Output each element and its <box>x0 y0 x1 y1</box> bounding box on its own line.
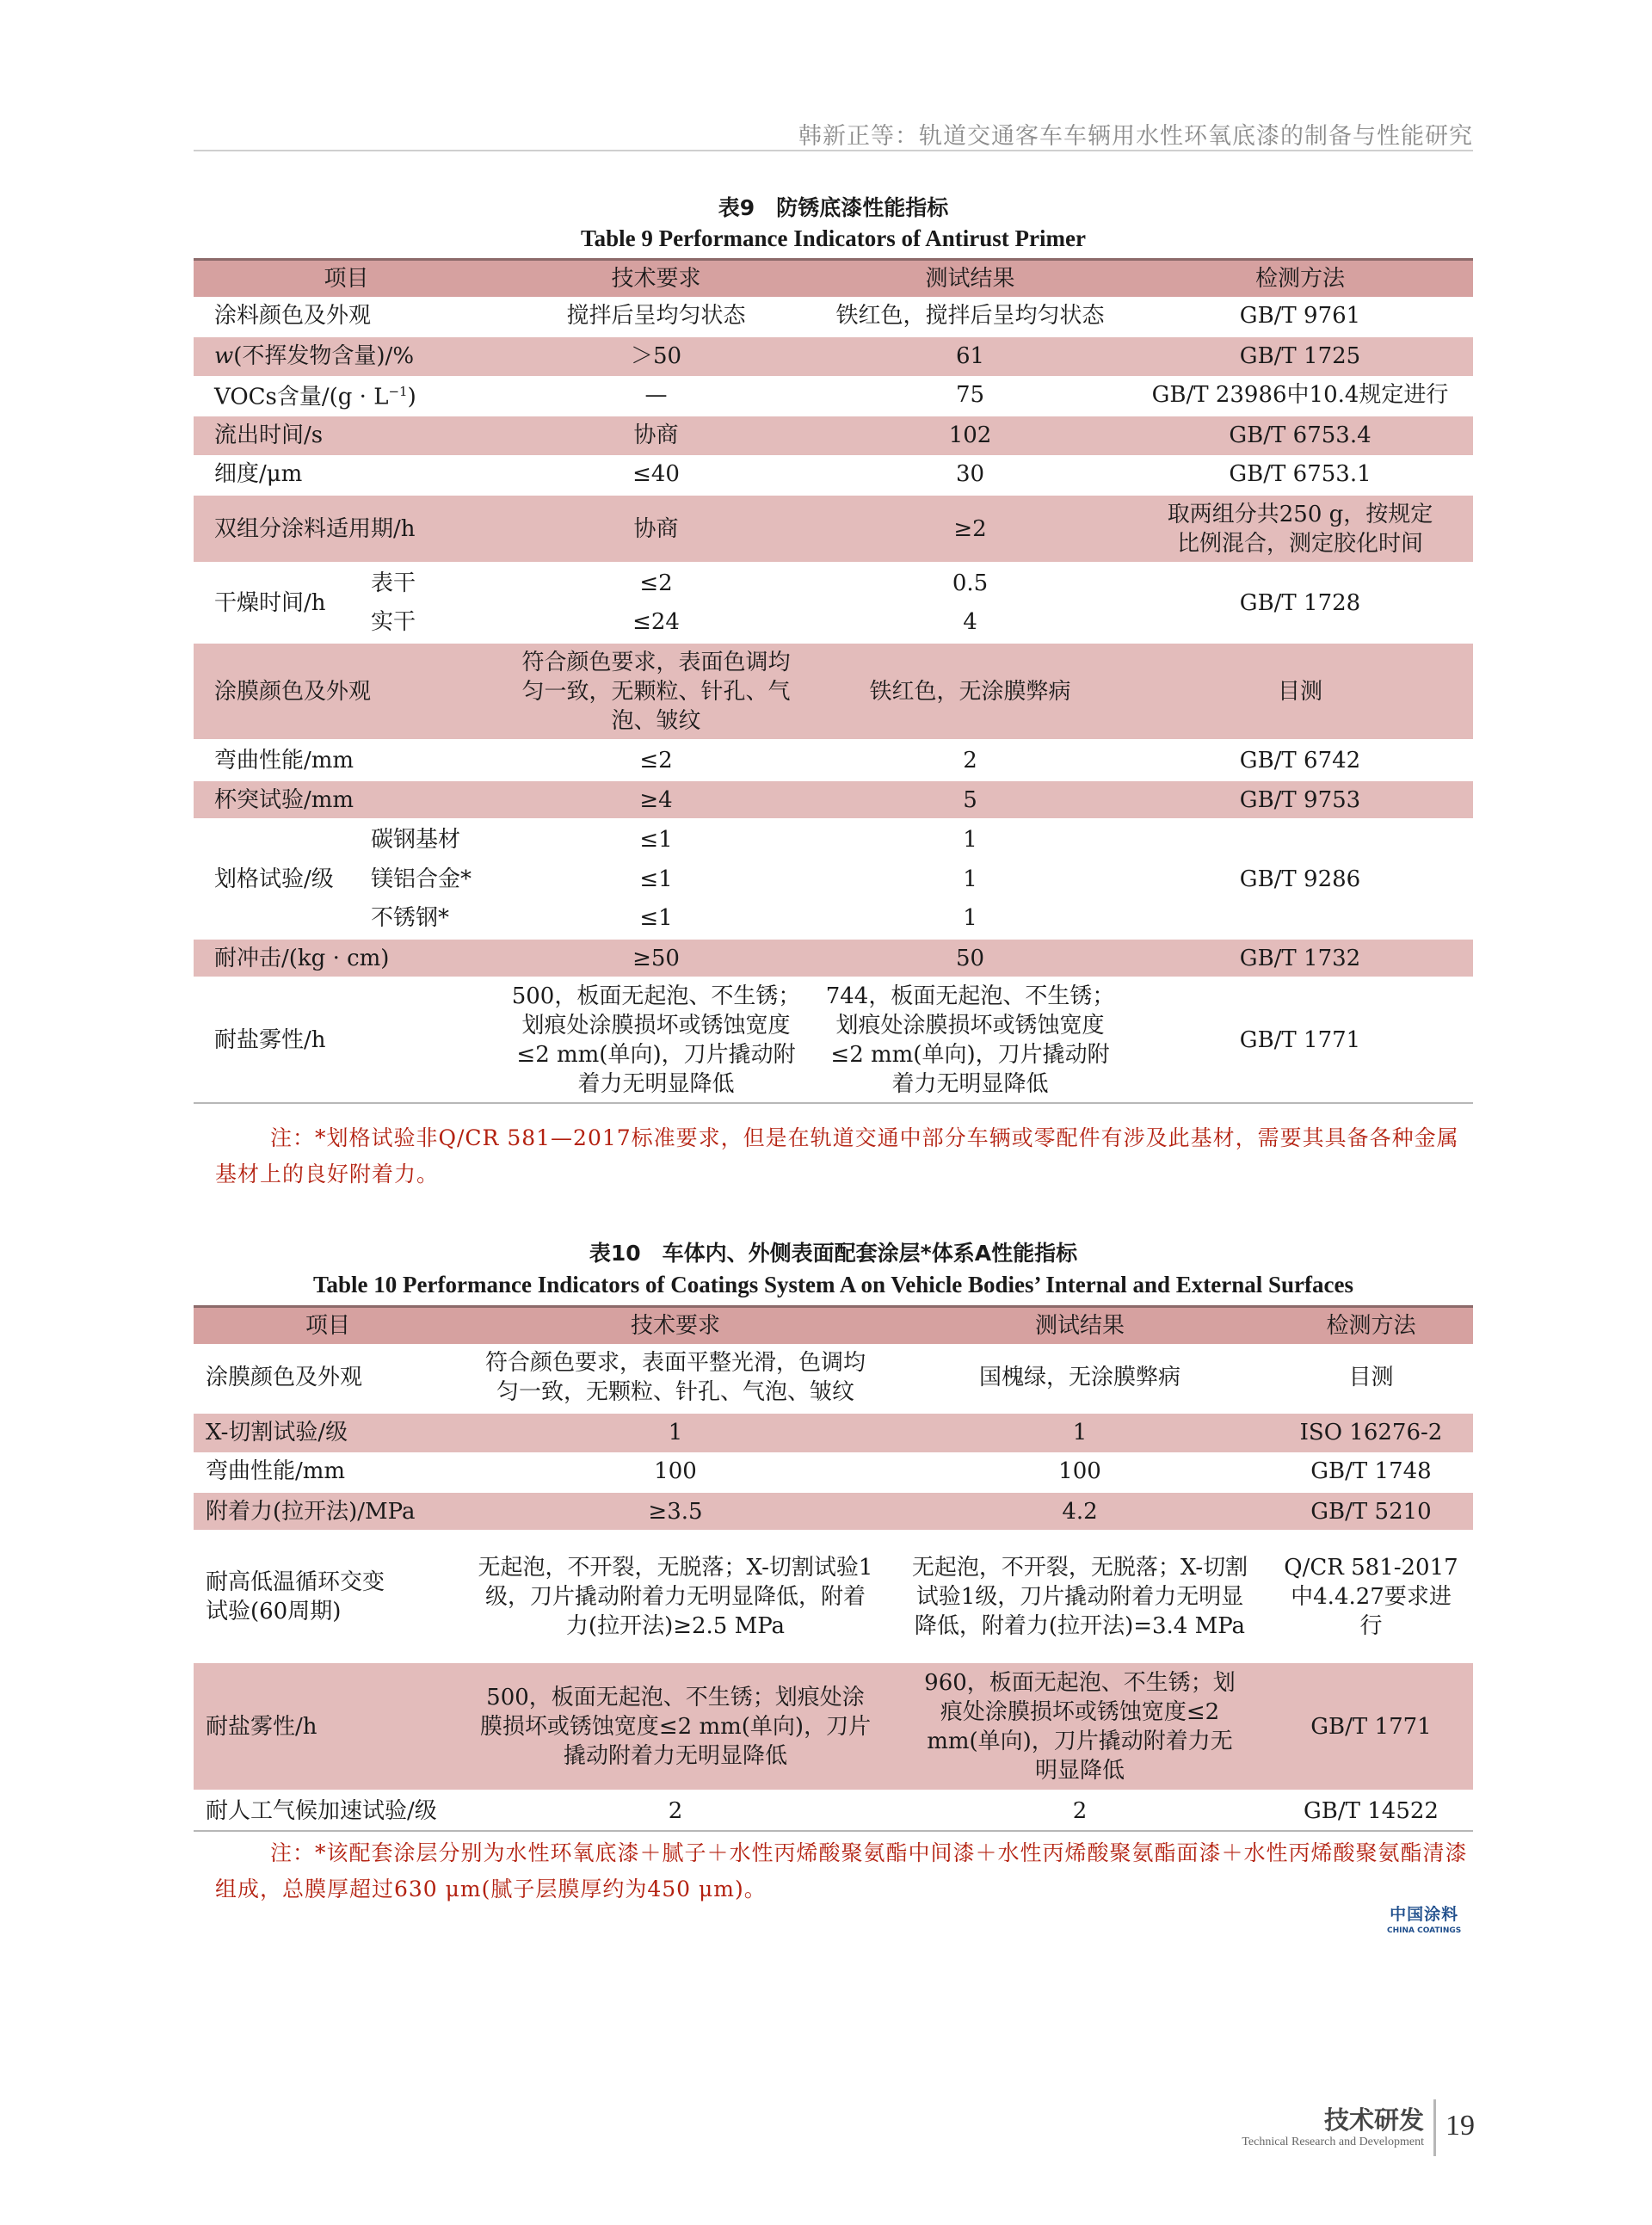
row-requirement: 协商 <box>499 416 813 455</box>
table-header-row <box>194 260 1473 297</box>
row-method: GB/T 1725 <box>1127 336 1473 376</box>
table-row <box>194 939 1473 978</box>
header-item: 项目 <box>194 1307 460 1344</box>
footer-divider <box>1433 2099 1436 2156</box>
row-requirement: ≥3.5 <box>460 1492 891 1532</box>
row-item: 耐高低温循环交变试验(60周期) <box>194 1532 460 1662</box>
table-row <box>194 1344 1473 1413</box>
table9-note <box>215 1120 1473 1193</box>
running-head: 韩新正等：轨道交通客车车辆用水性环氧底漆的制备与性能研究 <box>798 123 1473 150</box>
row-subitem: 镁铝合金* <box>371 866 472 892</box>
table-row <box>194 1791 1473 1831</box>
row-requirement: ≥50 <box>499 939 813 978</box>
table-row <box>194 495 1473 564</box>
row-item: 双组分涂料适用期/h <box>194 495 499 564</box>
row-result: 2 <box>891 1791 1269 1831</box>
row-item-text: VOCs含量/(g · L <box>214 385 389 411</box>
row-requirement: 500，板面无起泡、不生锈；划痕处涂膜损坏或锈蚀宽度≤2 mm(单向)，刀片撬动附着力无明显降低 <box>499 978 813 1103</box>
row-method: GB/T 6742 <box>1127 741 1473 780</box>
row-result: 1 <box>813 820 1127 860</box>
table-header-row <box>194 1307 1473 1344</box>
row-requirement: ≤2 <box>499 741 813 780</box>
row-result: 铁红色，搅拌后呈均匀状态 <box>835 302 1105 329</box>
row-item: 弯曲性能/mm <box>206 1458 346 1484</box>
table9-note-text: 注：*划格试验非Q/CR 581—2017标准要求，但是在轨道交通中部分车辆或零配件有涉及此基材，需要其具备各种金属基材上的良好附着力。 <box>215 1125 1459 1186</box>
row-item: X-切割试验/级 <box>194 1413 460 1452</box>
row-method: GB/T 1771 <box>1269 1662 1473 1791</box>
row-item-text: (不挥发物含量)/% <box>233 343 415 370</box>
row-requirement: ≤2 <box>499 564 813 603</box>
row-item: 涂料颜色及外观 <box>214 302 372 329</box>
row-requirement: ＞50 <box>499 336 813 376</box>
row-method: GB/T 1748 <box>1310 1458 1432 1484</box>
row-requirement: 1 <box>460 1413 891 1452</box>
row-item <box>194 336 499 376</box>
table-row <box>194 643 1473 741</box>
row-result: 744，板面无起泡、不生锈；划痕处涂膜损坏或锈蚀宽度≤2 mm(单向)，刀片撬动附着力无明显降低 <box>813 978 1127 1103</box>
row-requirement: ≤40 <box>632 460 680 487</box>
row-method: 目测 <box>1127 643 1473 741</box>
table-row <box>194 741 1473 780</box>
china-coatings-logo <box>1387 1901 1461 1935</box>
row-method: GB/T 1728 <box>1127 564 1473 643</box>
row-method: GB/T 9286 <box>1127 820 1473 939</box>
table-row <box>194 455 1473 495</box>
row-result: 61 <box>813 336 1127 376</box>
table-row <box>194 978 1473 1103</box>
table-row <box>194 336 1473 376</box>
row-result: 0.5 <box>813 564 1127 603</box>
row-subitem: 表干 <box>366 564 499 603</box>
logo-text-en: CHINA COATINGS <box>1387 1926 1462 1935</box>
table-row <box>194 1492 1473 1532</box>
row-result: ≥2 <box>813 495 1127 564</box>
footer-section-cn: 技术研发 <box>1323 2105 1424 2135</box>
row-result: 30 <box>955 460 985 487</box>
row-method: GB/T 6753.1 <box>1229 460 1372 487</box>
row-result: 无起泡，不开裂，无脱落；X-切割试验1级，刀片撬动附着力无明显降低，附着力(拉开法)=3.4 MPa <box>891 1532 1269 1662</box>
row-result: 1 <box>963 866 977 892</box>
row-requirement: 协商 <box>499 495 813 564</box>
row-subitem: 不锈钢* <box>371 904 450 931</box>
row-item: 涂膜颜色及外观 <box>206 1364 363 1390</box>
row-method: ISO 16276-2 <box>1269 1413 1473 1452</box>
row-result: 102 <box>813 416 1127 455</box>
table-row <box>194 564 1473 603</box>
table-row <box>194 820 1473 860</box>
table-row <box>194 1413 1473 1452</box>
row-item: 耐盐雾性/h <box>194 978 499 1103</box>
row-item: 耐冲击/(kg · cm) <box>194 939 499 978</box>
row-subitem: 碳钢基材 <box>366 820 499 860</box>
row-requirement: 500，板面无起泡、不生锈；划痕处涂膜损坏或锈蚀宽度≤2 mm(单向)，刀片撬动附着力无明显降低 <box>460 1662 891 1791</box>
table-row <box>194 376 1473 416</box>
row-requirement: 符合颜色要求，表面色调均匀一致，无颗粒、针孔、气泡、皱纹 <box>499 643 813 741</box>
row-method: GB/T 1771 <box>1127 978 1473 1103</box>
header-requirement: 技术要求 <box>460 1307 891 1344</box>
row-result: 960，板面无起泡、不生锈；划痕处涂膜损坏或锈蚀宽度≤2 mm(单向)，刀片撬动附着力无明显降低 <box>891 1662 1269 1791</box>
row-method: GB/T 1732 <box>1127 939 1473 978</box>
footer-section-en: Technical Research and Development <box>1242 2136 1424 2148</box>
row-item: 耐盐雾性/h <box>194 1662 460 1791</box>
row-item: 杯突试验/mm <box>194 780 499 820</box>
row-method: 取两组分共250 g，按规定比例混合，测定胶化时间 <box>1127 495 1473 564</box>
table-row <box>194 780 1473 820</box>
header-rule <box>194 150 1473 151</box>
table-row <box>194 297 1473 336</box>
table9-body <box>194 258 1473 1104</box>
row-item: 耐人工气候加速试验/级 <box>194 1791 460 1831</box>
row-item: 干燥时间/h <box>194 564 366 643</box>
row-requirement: ≤24 <box>632 608 680 635</box>
row-item <box>194 376 499 416</box>
row-requirement: 搅拌后呈均匀状态 <box>566 302 746 329</box>
row-method: GB/T 5210 <box>1269 1492 1473 1532</box>
table10-caption-en: Table 10 Performance Indicators of Coatings System A on Vehicle Bodies’ Internal and External Surfaces <box>313 1272 1353 1297</box>
row-subitem: 实干 <box>371 608 416 635</box>
row-requirement: ≤1 <box>499 820 813 860</box>
row-item: 附着力(拉开法)/MPa <box>194 1492 460 1532</box>
row-item-sup: −1 <box>388 384 408 400</box>
row-method: GB/T 23986中10.4规定进行 <box>1151 381 1449 408</box>
row-result: 国槐绿，无涂膜弊病 <box>978 1364 1180 1390</box>
table9-caption-cn: 表9 防锈底漆性能指标 <box>718 195 949 220</box>
table-row <box>194 1532 1473 1662</box>
row-item-var: w <box>214 343 234 370</box>
row-requirement: 2 <box>460 1791 891 1831</box>
table10-note-text: 注：*该配套涂层分别为水性环氧底漆＋腻子＋水性丙烯酸聚氨酯中间漆＋水性丙烯酸聚氨酯面漆＋水性丙烯酸聚氨酯清漆组成，总膜厚超过630 μm(腻子层膜厚约为450 μm)。 <box>215 1840 1468 1901</box>
row-requirement: 100 <box>654 1458 697 1484</box>
row-result: 1 <box>891 1413 1269 1452</box>
header-method: 检测方法 <box>1269 1307 1473 1344</box>
row-requirement: ≥4 <box>499 780 813 820</box>
row-method: Q/CR 581-2017中4.4.27要求进行 <box>1269 1532 1473 1662</box>
row-requirement: 符合颜色要求，表面平整光滑，色调均匀一致，无颗粒、针孔、气泡、皱纹 <box>484 1349 866 1405</box>
header-result: 测试结果 <box>813 260 1127 297</box>
row-method: GB/T 6753.4 <box>1127 416 1473 455</box>
row-method: GB/T 14522 <box>1269 1791 1473 1831</box>
row-item-end: ) <box>407 385 416 411</box>
row-result: 铁红色，无涂膜弊病 <box>813 643 1127 741</box>
row-requirement: — <box>644 381 668 408</box>
row-method: GB/T 9761 <box>1239 302 1361 329</box>
row-item: 细度/μm <box>214 460 303 487</box>
row-item: 弯曲性能/mm <box>194 741 499 780</box>
header-requirement: 技术要求 <box>499 260 813 297</box>
table10-note <box>215 1835 1473 1908</box>
header-result: 测试结果 <box>891 1307 1269 1344</box>
table-row <box>194 1452 1473 1492</box>
row-result: 5 <box>813 780 1127 820</box>
row-result: 4.2 <box>891 1492 1269 1532</box>
row-result: 50 <box>813 939 1127 978</box>
table10 <box>194 1305 1473 1832</box>
header-item: 项目 <box>194 260 499 297</box>
table-row <box>194 416 1473 455</box>
row-result: 75 <box>955 381 985 408</box>
header-method: 检测方法 <box>1127 260 1473 297</box>
page-number: 19 <box>1446 2110 1475 2142</box>
row-requirement: ≤1 <box>639 866 673 892</box>
row-method: GB/T 9753 <box>1127 780 1473 820</box>
table-row <box>194 1662 1473 1791</box>
row-result: 100 <box>1058 1458 1101 1484</box>
row-item: 涂膜颜色及外观 <box>194 643 499 741</box>
row-result: 4 <box>963 608 977 635</box>
row-item: 划格试验/级 <box>194 820 366 939</box>
table10-caption-cn: 表10 车体内、外侧表面配套涂层*体系A性能指标 <box>589 1241 1078 1266</box>
row-result: 2 <box>813 741 1127 780</box>
row-method: 目测 <box>1348 1364 1394 1390</box>
row-result: 1 <box>963 904 977 931</box>
row-requirement: ≤1 <box>639 904 673 931</box>
row-requirement: 无起泡，不开裂，无脱落；X-切割试验1级，刀片撬动附着力无明显降低，附着力(拉开法)≥2.5 MPa <box>460 1532 891 1662</box>
table9-caption-en: Table 9 Performance Indicators of Antirust Primer <box>581 225 1086 251</box>
logo-text-cn: 中国涂料 <box>1390 1905 1459 1924</box>
row-item: 流出时间/s <box>194 416 499 455</box>
